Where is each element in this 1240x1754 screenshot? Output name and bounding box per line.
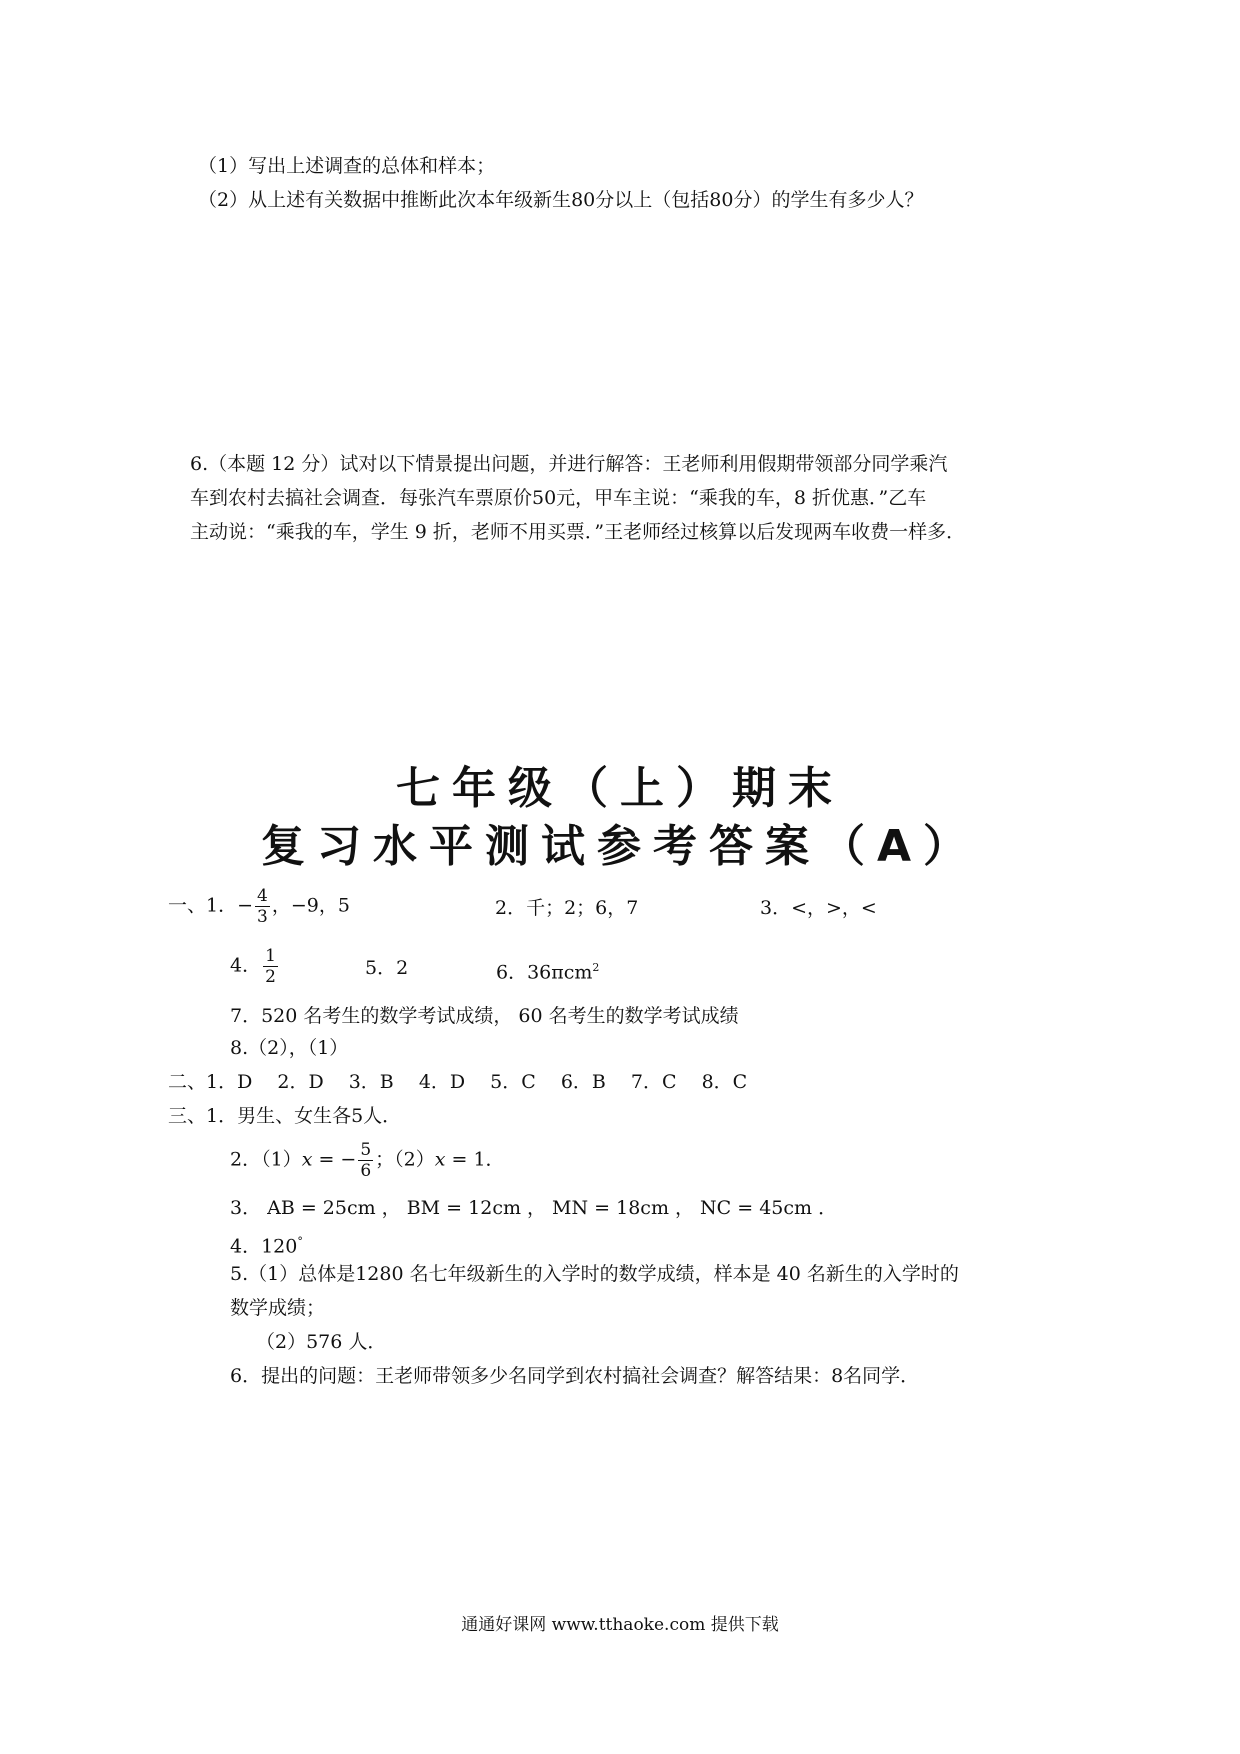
section-3-answer-3: 3． AB = 25cm ， BM = 12cm ， MN = 18cm ， NC = 45cm ． (230, 1197, 838, 1219)
degree-symbol: ° (297, 1235, 303, 1248)
answer-1-rest: ，−9，5 (271, 894, 350, 917)
fraction-numerator: 4 (257, 886, 268, 906)
section-3-answer-5-line-1: 5.（1）总体是1280 名七年级新生的入学时的数学成绩，样本是 40 名新生的入学时的 (230, 1263, 959, 1285)
section-3-answer-6: 6．提出的问题：王老师带领多少名同学到农村搞社会调查？解答结果：8名同学． (230, 1365, 920, 1387)
answer-2-label: 2．（1） (230, 1148, 302, 1171)
answer-2-fraction (358, 1140, 373, 1181)
fraction-denominator: 3 (257, 907, 268, 927)
answer-4-fraction (263, 946, 278, 987)
answer-2-end: = 1． (445, 1148, 505, 1171)
section-3-answer-2 (230, 1140, 505, 1181)
question-6-line-2: 车到农村去搞社会调查．每张汽车票原价50元，甲车主说：“乘我的车，8 折优惠．”乙车 (190, 487, 927, 509)
page-footer: 通通好课网 www.tthaoke.com 提供下载 (461, 1615, 779, 1635)
section-3-answer-5-line-3: （2）576 人． (256, 1331, 387, 1353)
variable-x: x (301, 1148, 313, 1171)
answer-3: 3．<，>，< (760, 897, 877, 919)
answer-6-exponent: 2 (592, 961, 600, 974)
answer-1-sign: − (237, 894, 254, 917)
question-5-part-2: （2）从上述有关数据中推断此次本年级新生80分以上（包括80分）的学生有多少人？ (198, 189, 924, 211)
section-1-row-1 (168, 886, 350, 927)
fraction-denominator: 6 (360, 1161, 372, 1181)
answer-title-line-2: 复习水平测试参考答案（A） (260, 821, 980, 872)
answer-title-line-1: 七年级（上）期末 (396, 763, 844, 814)
answer-5: 5．2 (365, 957, 409, 979)
section-3-answer-4 (230, 1230, 303, 1258)
section-2-answers: 二、1．D 2．D 3．B 4．D 5．C 6．B 7．C 8．C (168, 1071, 748, 1093)
fraction-numerator: 5 (360, 1140, 372, 1160)
section-3-answer-5-line-2: 数学成绩； (230, 1297, 326, 1319)
answer-2: 2．千；2；6，7 (495, 897, 639, 919)
answer-4 (230, 946, 280, 987)
section-1-label: 一、1． (168, 894, 238, 917)
fraction-denominator: 2 (265, 967, 276, 987)
answer-6-text: 6．36πcm (496, 961, 593, 984)
question-6-line-3: 主动说：“乘我的车，学生 9 折，老师不用买票．”王老师经过核算以后发现两车收费一样多． (190, 521, 966, 543)
answer-4-value: 4．120 (230, 1235, 298, 1258)
question-6-line-1: 6.（本题 12 分）试对以下情景提出问题，并进行解答：王老师利用假期带领部分同学乘汽 (190, 453, 948, 475)
answer-4-label: 4． (230, 954, 262, 977)
answer-1-fraction (255, 886, 270, 927)
answer-6 (496, 956, 599, 984)
answer-7: 7．520 名考生的数学考试成绩， 60 名考生的数学考试成绩 (230, 1005, 739, 1027)
question-5-part-1: （1）写出上述调查的总体和样本； (198, 155, 496, 177)
section-3-answer-1: 三、1．男生、女生各5人． (168, 1105, 402, 1127)
answer-2-middle: ；（2） (375, 1148, 435, 1171)
equals-minus: = − (312, 1148, 357, 1171)
variable-x-2: x (434, 1148, 446, 1171)
fraction-numerator: 1 (265, 946, 276, 966)
answer-8: 8.（2），（1） (230, 1037, 349, 1059)
